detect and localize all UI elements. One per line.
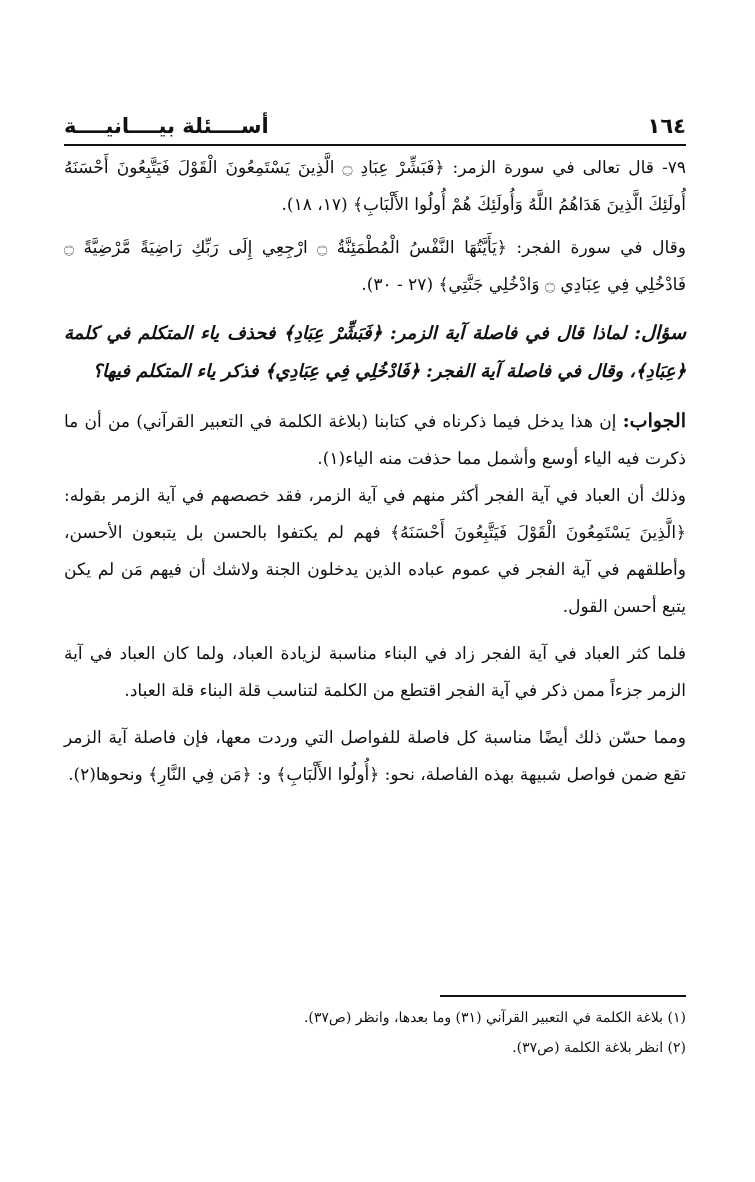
paragraph-fajr-verse: وقال في سورة الفجر: ﴿يَأَيَّتُهَا النَّفْسُ الْمُطْمَئِنَّةُ ۝ ارْجِعِي إِلَى رَبِّكِ رَاضِيَةً مَّرْضِيَّةً ۝ فَادْخُلِي فِي عِبَادِي ۝ وَادْخُلِي جَنَّتِي﴾ (٢٧ - ٣٠). (64, 238, 686, 295)
paragraph-fawasil: ومما حسّن ذلك أيضًا مناسبة كل فاصلة للفواصل التي وردت معها، فإن فاصلة آية الزمر تقع ضمن فواصل شبيهة بهذه الفاصلة، نحو: ﴿أُولُوا الأَلْبَابِ﴾ و: ﴿مَن فِي النَّارِ﴾ ونحوها(٢). (64, 728, 686, 785)
answer-paragraph (64, 403, 686, 478)
footnote-2: (٢) انظر بلاغة الكلمة (ص٣٧). (512, 1040, 686, 1056)
question-label: سؤال: (634, 322, 686, 344)
answer-text: إن هذا يدخل فيما ذكرناه في كتابنا (بلاغة الكلمة في التعبير القرآني) من أن ما ذكرت فيه الياء أوسع وأشمل مما حذفت منه الياء(١). (64, 412, 686, 469)
footnote-rule (440, 995, 686, 997)
question-text: لماذا قال في فاصلة آية الزمر: ﴿فَبَشِّرْ عِبَادِ﴾ فحذف ياء المتكلم في كلمة ﴿عِبَادِ﴾، وقال في فاصلة آية الفجر: ﴿فَادْخُلِي فِي عِبَادِي﴾ فذكر ياء المتكلم فيها؟ (64, 323, 686, 382)
page-number: ١٦٤ (647, 114, 686, 138)
footnote-1: (١) بلاغة الكلمة في التعبير القرآني (٣١) وما بعدها، وانظر (ص٣٧). (303, 1010, 686, 1026)
paragraph-building: فلما كثر العباد في آية الفجر زاد في البناء مناسبة لزيادة العباد، ولما كان العباد في آية الزمر جزءاً ممن ذكر في آية الفجر اقتطع من الكلمة لتناسب قلة البناء قلة العباد. (64, 644, 686, 701)
page-header (64, 112, 686, 142)
answer-label: الجواب: (622, 410, 686, 432)
main-text (64, 150, 686, 794)
running-title: أســــئلة بيــــانيــــة (64, 114, 269, 138)
header-rule (64, 144, 686, 146)
paragraph-explanation: وذلك أن العباد في آية الفجر أكثر منهم في آية الزمر، فقد خصصهم في آية الزمر بقوله: ﴿الَّذِينَ يَسْتَمِعُونَ الْقَوْلَ فَيَتَّبِعُونَ أَحْسَنَهُ﴾ فهم لم يكتفوا بالحسن بل يتبعون الأحسن، وأطلقهم في آية الفجر في عموم عباده الذين يدخلون الجنة ولاشك أن فيهم مَن لم يكن يتبع أحسن القول. (64, 486, 686, 617)
paragraph-zumar-verse: ٧٩- قال تعالى في سورة الزمر: ﴿فَبَشِّرْ عِبَادِ ۝ الَّذِينَ يَسْتَمِعُونَ الْقَوْلَ فَيَتَّبِعُونَ أَحْسَنَهُ أُولَئِكَ الَّذِينَ هَدَاهُمُ اللَّهُ وَأُولَئِكَ هُمْ أُولُوا الأَلْبَابِ﴾ (١٧، ١٨). (64, 158, 686, 215)
question-paragraph (64, 314, 686, 391)
footnotes (64, 1003, 686, 1063)
